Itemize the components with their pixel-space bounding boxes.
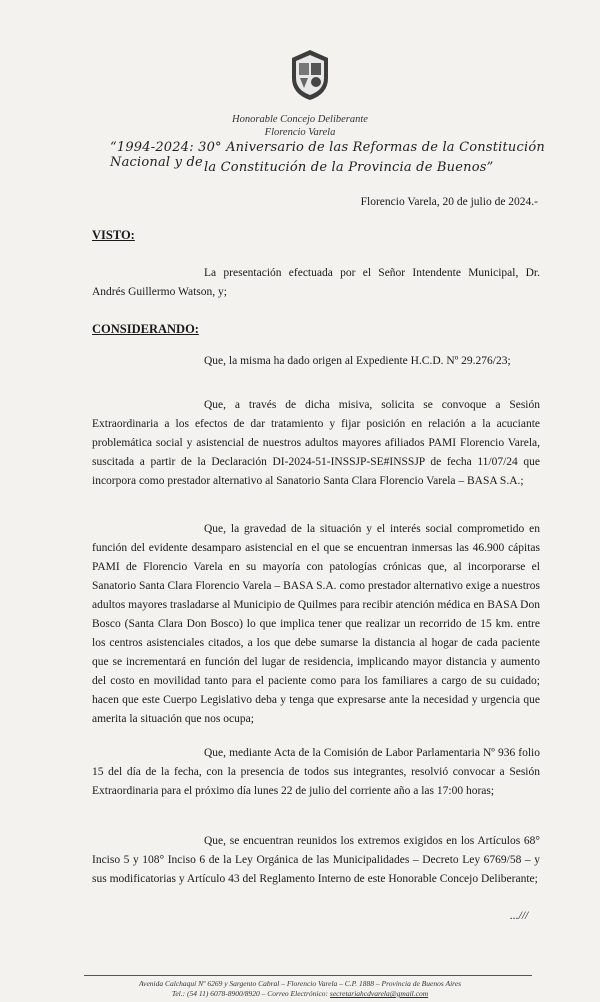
institution-name: Honorable Concejo Deliberante — [232, 114, 368, 125]
considerando-paragraph: Que, se encuentran reunidos los extremos exigidos en los Artículos 68° Inciso 5 y 108° Inciso 6 de la Ley Orgánica de las Municipalidades – Decreto Ley 6769/58 – y sus modificatorias y Artículo 43 del Reglamento Interno de este Honorable Concejo Deliberante; — [92, 835, 540, 885]
footer-contact — [0, 989, 600, 998]
considerando-paragraph: Que, la gravedad de la situación y el interés social comprometido en función del evidente desamparo asistencial en el que se encuentran inmersas las 46.900 cápitas PAMI de Florencio Varela en su mayoría con patologías crónicas que, al incorporarse el Sanatorio Santa Clara Florencio Varela – BASA S.A. como prestador alternativo exige a nuestros adultos mayores trasladarse al Municipio de Quilmes para recibir atención médica en BASA Don Bosco (Santa Clara Don Bosco) lo que implica tener que realizar un recorrido de 15 km. entre los centros asistenciales citados, a los que debe sumarse la distancia al hogar de cada paciente que se incrementará en función del lugar de residencia, implicando mayor distancia y aumento del costo en movilidad tanto para el paciente como para los familiares a cargo de su cuidado; hacen que este Cuerpo Legislativo deba y tenga que expresarse ante la necesidad y urgencia que amerita la situación que nos ocupa; — [92, 523, 540, 725]
footer-divider — [84, 975, 532, 976]
considerando-paragraph: Que, mediante Acta de la Comisión de Labor Parlamentaria Nº 936 folio 15 del día de la fecha, con la presencia de todos sus integrantes, resolvió convocar a Sesión Extraordinaria para el próximo día lunes 22 de julio del corriente año a las 17:00 horas; — [92, 747, 540, 797]
motto-line-2: la Constitución de la Provincia de Buenos” — [204, 160, 494, 175]
motto-line-1: “1994-2024: 30° Aniversario de las Reformas de la Constitución Nacional y de — [110, 140, 545, 170]
visto-text: La presentación efectuada por el Señor Intendente Municipal, Dr. Andrés Guillermo Watson, y; — [92, 267, 540, 298]
considerando-paragraph: Que, la misma ha dado origen al Expediente H.C.D. Nº 29.276/23; — [204, 355, 511, 367]
footer-email-link[interactable]: secretariahcdvarela@gmail.com — [329, 989, 429, 998]
city-name: Florencio Varela — [264, 127, 336, 138]
continuation-mark: .../// — [510, 910, 529, 922]
document-date: Florencio Varela, 20 de julio de 2024.- — [360, 196, 538, 208]
footer-address: Avenida Calchaquí Nº 6269 y Sargento Cabral – Florencio Varela – C.P. 1888 – Provincia de Buenos Aires — [138, 979, 462, 988]
municipal-seal-icon — [288, 48, 332, 102]
visto-heading: VISTO: — [92, 228, 135, 242]
considerando-paragraph: Que, a través de dicha misiva, solicita se convoque a Sesión Extraordinaria a los efectos de dar tratamiento y fijar posición en relación a la acuciante problemática social y asistencial de nuestros adultos mayores afiliados PAMI Florencio Varela, suscitada a partir de la Declaración DI-2024-51-INSSJP-SE#INSSJP de fecha 11/07/24 que incorpora como prestador alternativo al Sanatorio Santa Clara Florencio Varela – BASA S.A.; — [92, 399, 540, 487]
footer-phone: Tel.: (54 11) 6078-8900/8920 – Correo Electrónico: — [171, 989, 329, 998]
considerando-heading: CONSIDERANDO: — [92, 322, 199, 336]
